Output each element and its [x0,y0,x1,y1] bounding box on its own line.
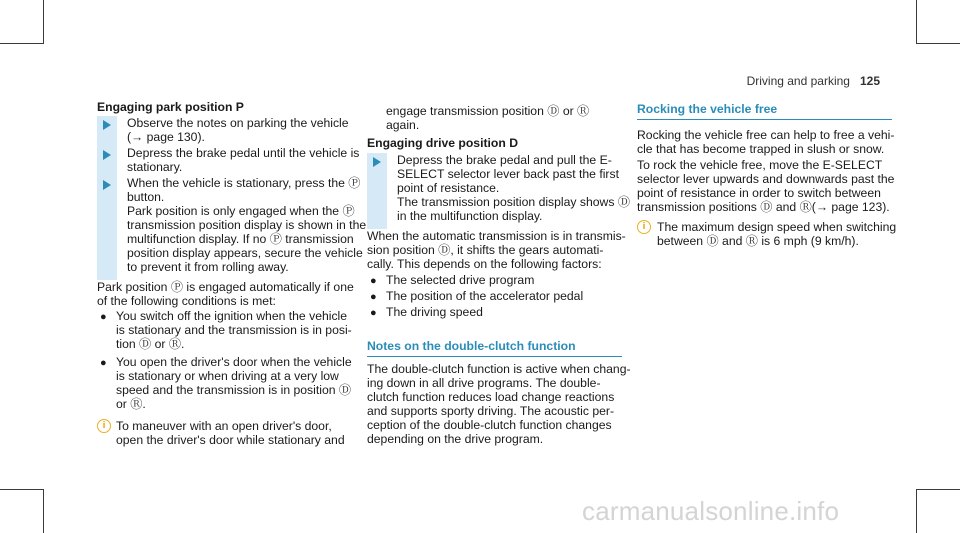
step-1-line: (→ page 130). [127,130,205,144]
bullet-line: You switch off the ignition when the vehicle [116,309,348,323]
heading-drive-position: Engaging drive position D [367,136,518,150]
crop-mark [0,489,44,490]
bullet-marker: ● [100,311,107,323]
bullet-line: You open the driver's door when the vehicle [116,355,352,369]
bullet-marker: ● [370,275,377,287]
header-section: Driving and parking [746,74,850,88]
step-2-line: Depress the brake pedal until the vehicle is [127,146,360,160]
step-2-line: stationary. [127,160,183,174]
bullet-line: is stationary or when driving at a very low [116,369,339,383]
bullet-marker: ● [370,307,377,319]
page-number: 125 [859,74,880,88]
step-1-line: Observe the notes on parking the vehicle [127,116,349,130]
bullet-line: The selected drive program [386,273,535,287]
step-bar [367,153,387,229]
note-line: between Ⓓ and Ⓡ is 6 mph (9 km/h). [657,234,859,248]
para-line: Park position Ⓟ is engaged automatically if one [97,280,354,294]
bullet-line: speed and the transmission is in position Ⓓ [116,383,352,397]
step-line: SELECT selector lever back past the first [397,167,619,181]
crop-mark [0,43,44,44]
section-rule [637,119,892,120]
step-3-line: position display appears, secure the vehicle [127,246,363,260]
section-text-line: depending on the drive program. [367,432,544,446]
step-3-line: When the vehicle is stationary, press the Ⓟ [127,176,361,190]
step-bar [97,176,117,280]
bullet-marker: ● [100,357,107,369]
step-3-line: Park position is only engaged when the Ⓟ [127,204,355,218]
section-text-line: The double-clutch function is active when chang- [367,362,631,376]
bullet-line: The driving speed [386,305,483,319]
bullet-line: or Ⓡ. [116,397,146,411]
section-text-line: clutch function reduces load change reactions [367,390,615,404]
crop-mark [43,489,44,533]
section-text-line: selector lever upwards and downwards past the [637,172,895,186]
info-icon: i [97,419,111,433]
para-line: When the automatic transmission is in transmis- [367,229,626,243]
step-line: Depress the brake pedal and pull the E- [397,153,612,167]
section-text-line: To rock the vehicle free, move the E-SELECT [637,158,883,172]
crop-mark [916,489,917,533]
section-text-line: and supports sporty driving. The acoustic per- [367,404,615,418]
bullet-line: tion Ⓓ or Ⓡ. [116,337,185,351]
crop-mark [43,0,44,44]
section-text-line: cle that has become trapped in slush or snow. [637,142,885,156]
step-3-line: to prevent it from rolling away. [127,260,289,274]
bullet-line: is stationary and the transmission is in posi- [116,323,352,337]
section-rule [367,356,622,357]
note-line: open the driver's door while stationary and [116,433,345,447]
section-text-line: ception of the double-clutch function changes [367,418,612,432]
step-line: The transmission position display shows Ⓓ [397,195,631,209]
step-3-line: multifunction display. If no Ⓟ transmission [127,232,354,246]
heading-park-position: Engaging park position P [97,100,244,114]
step-line: point of resistance. [397,181,500,195]
section-text-line: transmission positions Ⓓ and Ⓡ(→ page 123). [637,200,890,214]
note-continuation: again. [386,118,420,132]
note-line: To maneuver with an open driver's door, [116,419,332,433]
section-text-line: Rocking the vehicle free can help to free a vehi- [637,128,895,142]
para-line: cally. This depends on the following factors: [367,257,602,271]
info-icon: i [637,220,651,234]
step-3-line: button. [127,190,165,204]
crop-mark [916,489,960,490]
section-text-line: ing down in all drive programs. The double- [367,376,601,390]
para-line: of the following conditions is met: [97,294,276,308]
section-title-rocking: Rocking the vehicle free [637,102,778,116]
crop-mark [916,0,917,44]
para-line: sion position Ⓓ, it shifts the gears automati- [367,243,604,257]
page-header [747,74,880,88]
step-line: in the multifunction display. [397,209,543,223]
bullet-line: The position of the accelerator pedal [386,289,584,303]
section-title-double-clutch: Notes on the double-clutch function [367,339,576,353]
step-3-line: transmission position display is shown in the [127,218,367,232]
watermark: carmanualsonline.info [582,496,840,526]
crop-mark [916,43,960,44]
note-line: The maximum design speed when switching [657,220,897,234]
bullet-marker: ● [370,291,377,303]
section-text-line: point of resistance in order to switch between [637,186,881,200]
note-continuation: engage transmission position Ⓓ or Ⓡ [386,104,590,118]
